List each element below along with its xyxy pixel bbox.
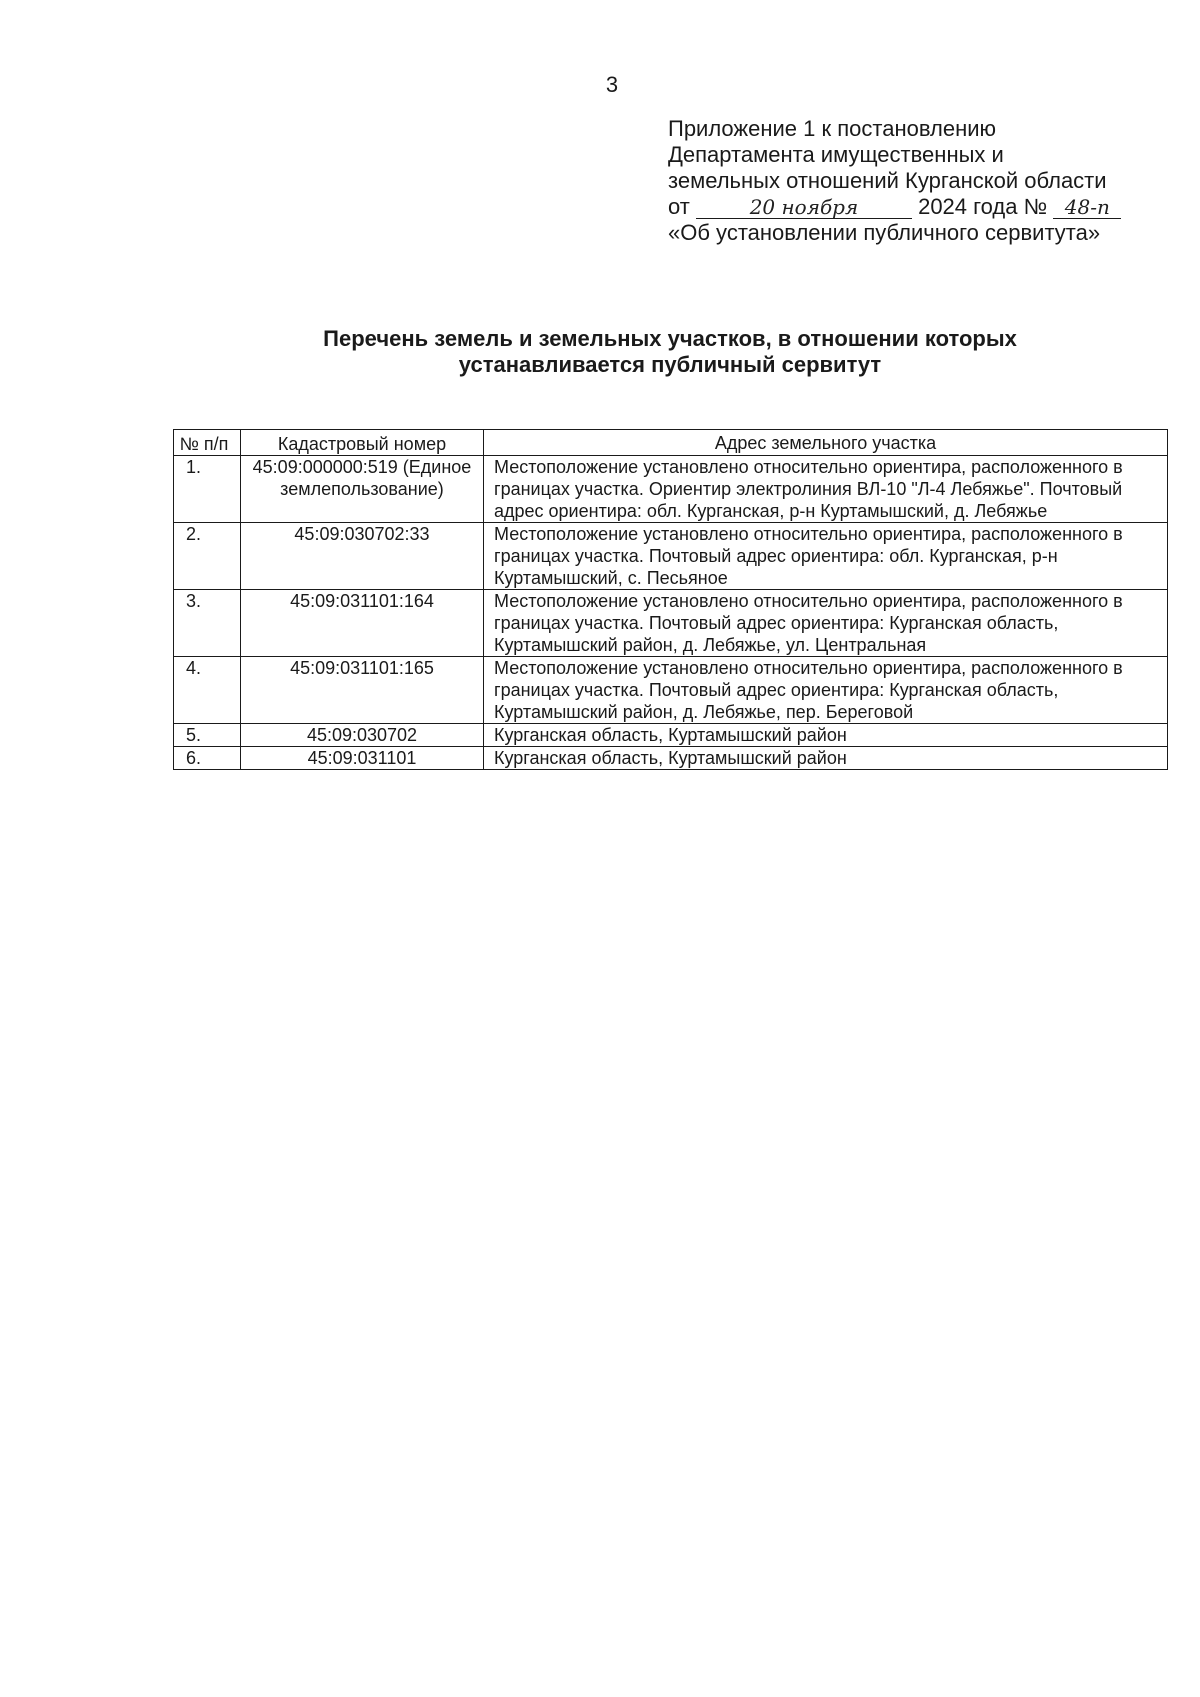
table-row — [174, 456, 1168, 523]
row-num: 2. — [174, 523, 241, 590]
table-row — [174, 523, 1168, 590]
appendix-line-3: земельных отношений Курганской области — [668, 168, 1107, 193]
appendix-date-line — [668, 194, 1188, 220]
header-cadastral: Кадастровый номер — [241, 430, 484, 456]
row-cadastral: 45:09:030702:33 — [241, 523, 484, 590]
row-num: 3. — [174, 590, 241, 657]
row-num: 1. — [174, 456, 241, 523]
table-row — [174, 747, 1168, 770]
document-title — [250, 326, 1090, 378]
row-address: Курганская область, Куртамышский район — [484, 747, 1168, 770]
appendix-line-1: Приложение 1 к постановлению — [668, 116, 997, 141]
appendix-line-2: Департамента имущественных и — [668, 142, 1004, 167]
row-address: Местоположение установлено относительно ориентира, расположенного в границах участка. Почтовый адрес ориентира: Курганская область, Куртамышский район, д. Лебяжье, ул. Центральная — [484, 590, 1168, 657]
appendix-block — [668, 116, 1188, 246]
row-address: Местоположение установлено относительно ориентира, расположенного в границах участка. Почтовый адрес ориентира: обл. Курганская, р-н Куртамышский, с. Песьяное — [484, 523, 1168, 590]
appendix-line-5: «Об установлении публичного сервитута» — [668, 220, 1101, 245]
title-line-2: устанавливается публичный сервитут — [458, 352, 882, 377]
row-num: 6. — [174, 747, 241, 770]
table-row — [174, 657, 1168, 724]
page-number: 3 — [605, 72, 619, 97]
table-row — [174, 724, 1168, 747]
row-cadastral: 45:09:031101 — [241, 747, 484, 770]
table-row — [174, 590, 1168, 657]
handwritten-date: 20 ноября — [696, 196, 912, 219]
row-num: 4. — [174, 657, 241, 724]
header-num: № п/п — [174, 430, 241, 456]
year-text: 2024 года № — [918, 194, 1048, 219]
land-plots-table — [173, 429, 1168, 770]
row-cadastral: 45:09:031101:164 — [241, 590, 484, 657]
table-header-row — [174, 430, 1168, 456]
row-address: Местоположение установлено относительно ориентира, расположенного в границах участка. Почтовый адрес ориентира: Курганская область, Куртамышский район, д. Лебяжье, пер. Береговой — [484, 657, 1168, 724]
title-line-1: Перечень земель и земельных участков, в отношении которых — [323, 326, 1017, 351]
row-cadastral: 45:09:030702 — [241, 724, 484, 747]
handwritten-number: 48-п — [1053, 196, 1121, 219]
header-address: Адрес земельного участка — [484, 430, 1168, 456]
row-address: Курганская область, Куртамышский район — [484, 724, 1168, 747]
row-cadastral: 45:09:000000:519 (Единое землепользование) — [241, 456, 484, 523]
date-prefix: от — [668, 194, 690, 219]
row-address: Местоположение установлено относительно ориентира, расположенного в границах участка. Ориентир электролиния ВЛ-10 "Л-4 Лебяжье". Почтовый адрес ориентира: обл. Курганская, р-н Куртамышский, д. Лебяжье — [484, 456, 1168, 523]
row-cadastral: 45:09:031101:165 — [241, 657, 484, 724]
row-num: 5. — [174, 724, 241, 747]
